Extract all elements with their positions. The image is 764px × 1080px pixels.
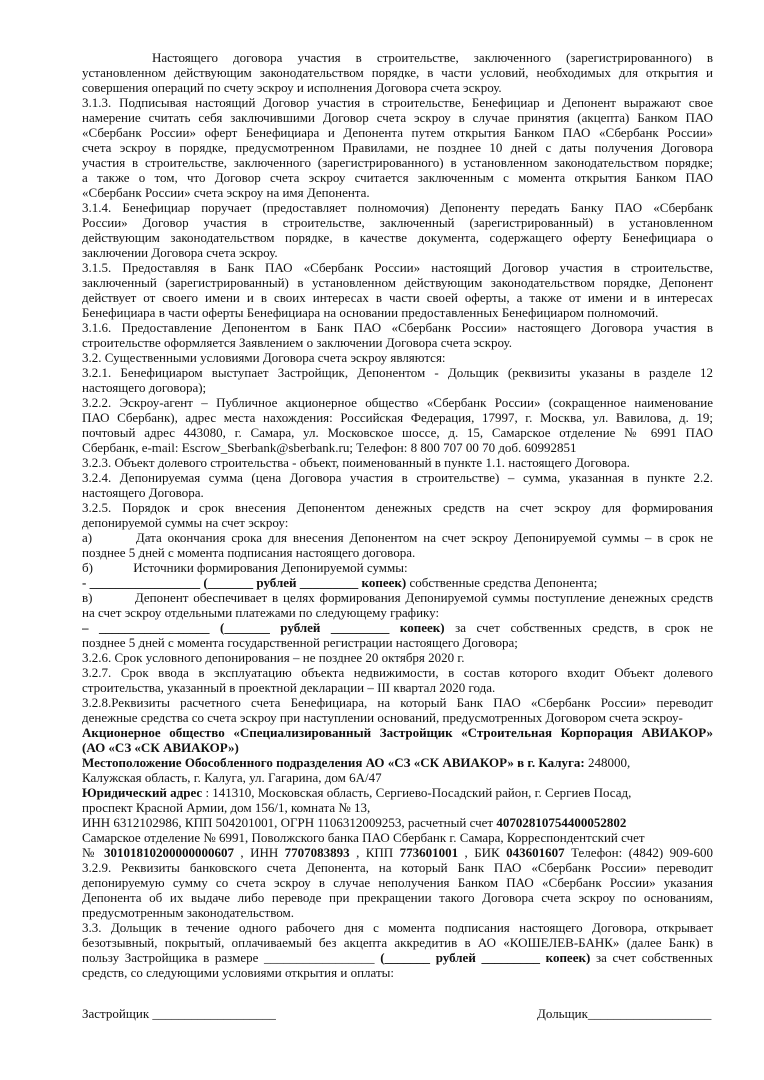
text-segment: (_______ рублей _________ копеек): [380, 950, 591, 965]
text-segment: «Сбербанк России» оферт Бенефициара и Депонента путем открытия Банком ПАО «Сбербанк России»: [82, 125, 713, 140]
text-segment: 30101810200000000607: [103, 845, 234, 860]
text-segment: Юридический адрес: [82, 785, 203, 800]
text-line: [82, 680, 713, 695]
text-segment: пользу Застройщика в размере _________________: [82, 950, 375, 965]
text-segment: (АО «СЗ «СК АВИАКОР»): [82, 740, 239, 755]
text-segment: счета эскроу в порядке, предусмотренном Правилами, не позднее 10 дней с даты получения Договора: [82, 140, 713, 155]
text-line: [82, 50, 713, 65]
text-segment: средств, со следующими условиями открытия и оплаты:: [82, 965, 394, 980]
text-line: [82, 125, 713, 140]
text-line: [82, 170, 713, 185]
text-segment: 3.2.2. Эскроу-агент – Публичное акционерное общество «Сбербанк России» (сокращенное наименование: [82, 395, 713, 410]
text-segment: Источники формирования Депонируемой суммы:: [133, 560, 408, 575]
contract-paragraph: [82, 815, 713, 830]
text-line: [82, 590, 713, 605]
text-line: [82, 920, 713, 935]
text-segment: совершения операций по счету эскроу и исполнения Договора счета эскроу.: [82, 80, 502, 95]
shareholder-signature-line: Дольщик___________________: [537, 1006, 712, 1021]
contract-paragraph: [82, 320, 713, 350]
text-segment: 7707083893: [284, 845, 350, 860]
text-segment: действует от своего имени и в своих интересах в части своей оферты, а также от имени и в интересах: [82, 290, 713, 305]
text-line: [82, 830, 713, 845]
text-line: [82, 545, 713, 560]
text-line: [82, 470, 713, 485]
text-line: [82, 140, 713, 155]
list-marker: в): [82, 590, 93, 605]
text-segment: настоящего договора);: [82, 380, 207, 395]
text-segment: 3.1.4. Бенефициар поручает (предоставляет полномочия) Депоненту передать Банку ПАО «Сбербанк: [82, 200, 713, 215]
contract-paragraph: [82, 350, 713, 365]
text-line: [82, 455, 713, 470]
text-segment: почтовый адрес 443080, г. Самара, ул. Московское шоссе, д. 15, Самарское отделение № 6991 ПАО: [82, 425, 713, 440]
contract-paragraph: [82, 500, 713, 530]
text-line: [82, 905, 713, 920]
text-segment: ИНН 6312102986, КПП 504201001, ОГРН 1106312009253, расчетный счет: [82, 815, 497, 830]
text-segment: Местоположение Обособленного подразделения АО «СЗ «СК АВИАКОР» в г. Калуга:: [82, 755, 585, 770]
text-segment: а также о том, что Договор счета эскроу считается заключенным с момента открытия Банком ПАО: [82, 170, 713, 185]
text-line: [82, 395, 713, 410]
text-segment: 773601001: [399, 845, 459, 860]
text-segment: Калужская область, г. Калуга, ул. Гагарина, дом 6А/47: [82, 770, 382, 785]
text-segment: 3.1.5. Предоставляя в Банк ПАО «Сбербанк России» настоящий Договор участия в строительстве,: [82, 260, 713, 275]
text-line: [82, 245, 713, 260]
text-line: [82, 800, 713, 815]
text-line: [82, 530, 713, 545]
text-line: [82, 260, 713, 275]
text-segment: позднее 5 дней с момента подписания настоящего договора.: [82, 545, 416, 560]
contract-paragraph: [82, 845, 713, 860]
contract-paragraph: [82, 920, 713, 980]
text-segment: , ИНН: [240, 845, 285, 860]
text-line: [82, 380, 713, 395]
text-line: [82, 695, 713, 710]
text-segment: депонируемую сумму со счета эскроу в случае неполучения Банком ПАО «Сбербанк России» указания: [82, 875, 713, 890]
text-line: [82, 605, 713, 620]
text-segment: 3.2.9. Реквизиты банковского счета Депонента, на который Банк ПАО «Сбербанк России» переводит: [82, 860, 713, 875]
text-segment: строительства, указанный в проектной декларации – III квартал 2020 года.: [82, 680, 496, 695]
text-segment: за счет собственных средств, в срок не: [455, 620, 713, 635]
text-line: [82, 185, 713, 200]
text-line: [82, 320, 713, 335]
contract-paragraph: [82, 800, 713, 815]
text-line: [82, 890, 713, 905]
text-segment: настоящего Договора.: [82, 485, 204, 500]
contract-paragraph: [82, 200, 713, 260]
text-line: [82, 110, 713, 125]
text-segment: предусмотренным законодательством.: [82, 905, 295, 920]
text-segment: за счет собственных: [595, 950, 713, 965]
contract-paragraph: [82, 50, 713, 95]
text-segment: Самарское отделение № 6991, Поволжского банка ПАО Сбербанк г. Самара, Корреспондентский счет: [82, 830, 645, 845]
text-line: [82, 785, 713, 800]
text-line: [82, 275, 713, 290]
text-segment: намерение считать себя заключившими Договор счета эскроу в случае принятия (акцепта) Банком ПАО: [82, 110, 713, 125]
text-line: [82, 230, 713, 245]
text-segment: 3.2.3. Объект долевого строительства - объект, поименованный в пункте 1.1. настоящего Договора.: [82, 455, 630, 470]
contract-paragraph: [82, 695, 713, 725]
contract-paragraph: [82, 365, 713, 395]
text-segment: 3.2.1. Бенефициаром выступает Застройщик, Депонентом - Дольщик (реквизиты указаны в разделе 12: [82, 365, 713, 380]
text-line: [82, 410, 713, 425]
text-segment: собственные средства Депонента;: [409, 575, 598, 590]
text-segment: , КПП: [356, 845, 400, 860]
text-line: [82, 80, 713, 95]
text-segment: депонируемой суммы на счет эскроу:: [82, 515, 289, 530]
text-segment: (_______ рублей _________ копеек): [203, 575, 407, 590]
text-line: [82, 560, 713, 575]
text-line: [82, 650, 713, 665]
text-line: [82, 770, 713, 785]
text-segment: 3.2.6. Срок условного депонирования – не позднее 20 октября 2020 г.: [82, 650, 465, 665]
text-line: [82, 725, 713, 740]
text-segment: заключенный (зарегистрированный) в установленном действующим законодательством порядке, Депонент: [82, 275, 713, 290]
text-segment: 3.2.5. Порядок и срок внесения Депонентом денежных средств на счет эскроу для формирования: [82, 500, 713, 515]
text-line: [82, 305, 713, 320]
text-segment: , БИК: [464, 845, 507, 860]
text-segment: ПАО Сбербанк), адрес места нахождения: Российская Федерация, 17997, г. Москва, ул. Вавилова, д. 19;: [82, 410, 713, 425]
text-line: [82, 215, 713, 230]
text-segment: 3.1.6. Предоставление Депонентом в Банк ПАО «Сбербанк России» настоящего Договора участия в: [82, 320, 713, 335]
contract-paragraph: [82, 575, 713, 590]
text-line: [82, 290, 713, 305]
contract-paragraph: [82, 470, 713, 500]
text-line: [82, 335, 713, 350]
text-segment: : 141310, Московская область, Сергиево-Посадский район, г. Сергиев Посад,: [205, 785, 632, 800]
text-segment: России» Договор участия в строительстве, заключенный (зарегистрированный) в установленном: [82, 215, 713, 230]
text-line: [82, 515, 713, 530]
text-line: [82, 350, 713, 365]
text-line: [82, 95, 713, 110]
text-line: [82, 845, 713, 860]
text-line: [82, 575, 713, 590]
text-segment: 3.1.3. Подписывая настоящий Договор участия в строительстве, Бенефициар и Депонент выражают свое: [82, 95, 713, 110]
text-segment: 043601607: [506, 845, 565, 860]
text-line: [82, 935, 713, 950]
text-segment: 40702810754400052802: [496, 815, 627, 830]
text-segment: позднее 5 дней с момента государственной регистрации настоящего Договора;: [82, 635, 518, 650]
text-segment: на счет эскроу отдельными платежами по следующему графику:: [82, 605, 440, 620]
text-line: [82, 710, 713, 725]
text-segment: 3.2. Существенными условиями Договора счета эскроу являются:: [82, 350, 446, 365]
text-segment: 3.2.8.Реквизиты расчетного счета Бенефициара, на который Банк ПАО «Сбербанк России» переводит: [82, 695, 713, 710]
text-segment: 248000,: [587, 755, 631, 770]
text-segment: установленном действующим законодательством порядке, в части условий, необходимых для открытия и: [82, 65, 713, 80]
contract-paragraph: [82, 785, 713, 800]
text-line: [82, 500, 713, 515]
text-segment: Дата окончания срока для внесения Депонентом на счет эскроу Депонируемой суммы – в срок не: [135, 530, 713, 545]
list-marker: а): [82, 530, 93, 545]
contract-paragraph: [82, 770, 713, 785]
text-line: [82, 635, 713, 650]
text-line: [82, 200, 713, 215]
text-line: [82, 620, 713, 635]
text-line: [82, 425, 713, 440]
text-segment: действующим законодательством порядке, в качестве документа, содержащего оферту Бенефициара о: [82, 230, 713, 245]
text-segment: участия в строительстве, заключенного (зарегистрированного) в установленном законодательством порядке;: [82, 155, 713, 170]
text-segment: Бенефициара в части оферты Бенефициара на основании предоставленных Бенефициаром полномочий.: [82, 305, 659, 320]
contract-paragraph: [82, 650, 713, 665]
text-segment: строительстве оформляется Заявлением о заключении Договора счета эскроу.: [82, 335, 512, 350]
text-line: [82, 815, 713, 830]
text-segment: (_______ рублей _________ копеек): [219, 620, 445, 635]
text-line: [82, 740, 713, 755]
text-line: [82, 365, 713, 380]
text-segment: 3.2.7. Срок ввода в эксплуатацию объекта недвижимости, в состав которого входит Объект долевого: [82, 665, 713, 680]
text-line: [82, 860, 713, 875]
text-segment: «Сбербанк России» счета эскроу на имя Депонента.: [82, 185, 370, 200]
contract-paragraph: [82, 260, 713, 320]
text-segment: 3.3. Дольщик в течение одного рабочего дня с момента подписания настоящего Договора, открывает: [82, 920, 713, 935]
text-line: [82, 440, 713, 455]
text-segment: Акционерное общество «Специализированный Застройщик «Строительная Корпорация АВИАКОР»: [82, 725, 713, 740]
text-segment: Телефон: (4842) 909-600: [571, 845, 713, 860]
developer-signature-line: Застройщик ___________________: [82, 1006, 276, 1021]
text-line: [82, 755, 713, 770]
contract-paragraph: [82, 530, 713, 560]
text-line: [82, 65, 713, 80]
text-segment: 3.2.4. Депонируемая сумма (цена Договора участия в строительстве) – сумма, указанная в пункте 2.2.: [82, 470, 713, 485]
contract-paragraph: [82, 755, 713, 770]
contract-paragraph: [82, 590, 713, 620]
text-segment: №: [82, 845, 104, 860]
contract-paragraph: [82, 725, 713, 755]
text-segment: Депонент обеспечивает в целях формирования Депонируемой суммы поступление денежных средств: [134, 590, 713, 605]
text-line: [82, 950, 713, 965]
text-segment: - _________________: [82, 575, 204, 590]
text-line: [82, 965, 713, 980]
text-line: [82, 665, 713, 680]
contract-paragraph: [82, 830, 713, 845]
text-line: [82, 485, 713, 500]
text-segment: заключении Договора счета эскроу.: [82, 245, 278, 260]
text-segment: – _________________: [82, 620, 220, 635]
contract-paragraph: [82, 395, 713, 455]
contract-paragraph: [82, 620, 713, 650]
contract-page-body: [82, 50, 713, 980]
contract-paragraph: [82, 455, 713, 470]
text-segment: безотзывный, покрытый, оплачиваемый без акцепта аккредитив в АО «КОШЕЛЕВ-БАНК» (далее Банк) в: [82, 935, 713, 950]
text-segment: Депонента об их выдаче либо переводе при прекращении такого Договора счета эскроу по основаниям,: [82, 890, 713, 905]
contract-paragraph: [82, 95, 713, 200]
text-segment: проспект Красной Армии, дом 156/1, комната № 13,: [82, 800, 371, 815]
contract-paragraph: [82, 560, 713, 575]
text-segment: Настоящего договора участия в строительстве, заключенного (зарегистрированного) в: [152, 50, 713, 65]
contract-paragraph: [82, 860, 713, 920]
text-line: [82, 155, 713, 170]
text-segment: денежные средства со счета эскроу при наступлении оснований, предусмотренных Договором счета эскроу-: [82, 710, 683, 725]
list-marker: б): [82, 560, 93, 575]
text-segment: Сбербанк, e-mail: Escrow_Sberbank@sberbank.ru; Телефон: 8 800 707 00 70 доб. 60992851: [82, 440, 577, 455]
contract-paragraph: [82, 665, 713, 695]
text-line: [82, 875, 713, 890]
